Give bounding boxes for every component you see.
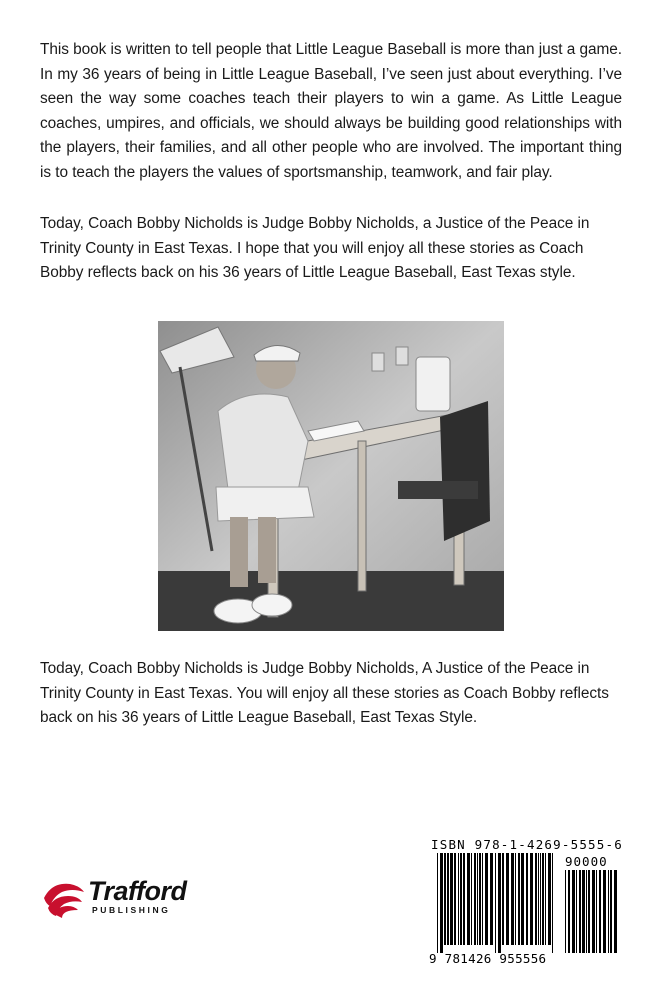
barcode-bar [515,853,516,945]
barcode-bar [526,853,528,945]
author-photo [158,321,504,631]
publisher-logo [40,876,220,920]
barcode-bar [545,853,546,945]
barcode-bar [614,870,617,953]
barcode-bar [437,853,438,953]
barcode-bar [586,870,587,953]
barcode-bar [447,853,449,945]
closing-paragraph: Today, Coach Bobby Nicholds is Judge Bobby Nicholds, A Justice of the Peace in Trinity County in East Texas. You will enjoy all these stories as Coach Bobby reflects back on his 36 years of Little League Baseball, East Texas Style. [40,660,609,726]
barcode-bar [592,870,595,953]
trafford-mark-icon [40,878,86,918]
barcode-bar [521,853,524,945]
barcode-bar [518,853,520,945]
barcode-bar [568,870,570,953]
barcode-bar [579,870,581,953]
barcode-bar [502,853,504,945]
barcode-bar [548,853,551,945]
ean-digits-label: 9 781426 955556 [429,951,547,966]
barcode-bar [458,853,459,945]
barcode-bar [511,853,514,945]
barcode-bar [608,870,609,953]
barcode-bar [540,853,541,945]
barcode-bar [530,853,533,945]
barcode-bar [498,853,501,953]
barcode-bar [538,853,539,945]
barcode-bar [482,853,483,945]
intro-paragraph: This book is written to tell people that Little League Baseball is more than just a game. In my 36 years of being in Little League Baseball, I’ve seen just about everything. I’ve seen the way some coaches teach their players to win a game. As Little League coaches, umpires, and officials, we should always be building good relationships with the players, their families, and all other people who are involved. The important thing is to teach the players the values of sportsmanship, teamwork, and fair play. [40,41,622,181]
barcode-bar [490,853,493,945]
barcode-bar [596,870,597,953]
publisher-subtitle: PUBLISHING [92,905,171,915]
barcode-bar [588,870,590,953]
barcode-bar [479,853,481,945]
barcode-bar [450,853,453,945]
barcode-bar [460,853,462,945]
barcode-bar [444,853,446,945]
isbn-label: ISBN 978-1-4269-5555-6 [431,837,623,852]
barcode-bar [463,853,465,945]
barcode-bar [471,853,472,945]
barcode-bar [467,853,470,945]
barcode-bar [572,870,575,953]
barcode-bar [610,870,612,953]
barcode-bar [576,870,577,953]
author-paragraph: Today, Coach Bobby Nicholds is Judge Bobby Nicholds, a Justice of the Peace in Trinity County in East Texas. I hope that you will enjoy all these stories as Coach Bobby reflects back on his 36 years of Little League Baseball, East Texas style. [40,215,590,281]
barcode-bar [440,853,443,953]
barcode-bars-addon [565,870,619,953]
publisher-name: Trafford [88,876,187,906]
barcode-bar [542,853,544,945]
barcode-bar [485,853,488,945]
barcode-bar [552,853,553,953]
barcode-bar [599,870,601,953]
price-code-label: 90000 [565,854,608,869]
barcode-bar [582,870,585,953]
barcode-bar [477,853,478,945]
barcode-bar [506,853,509,945]
barcode-bar [454,853,456,945]
barcode-bar [535,853,537,945]
barcode-bar [565,870,566,953]
barcode-bar [603,870,606,953]
barcode-bar [495,853,496,953]
barcode-bar [474,853,476,945]
barcode-bars-main [437,853,555,953]
